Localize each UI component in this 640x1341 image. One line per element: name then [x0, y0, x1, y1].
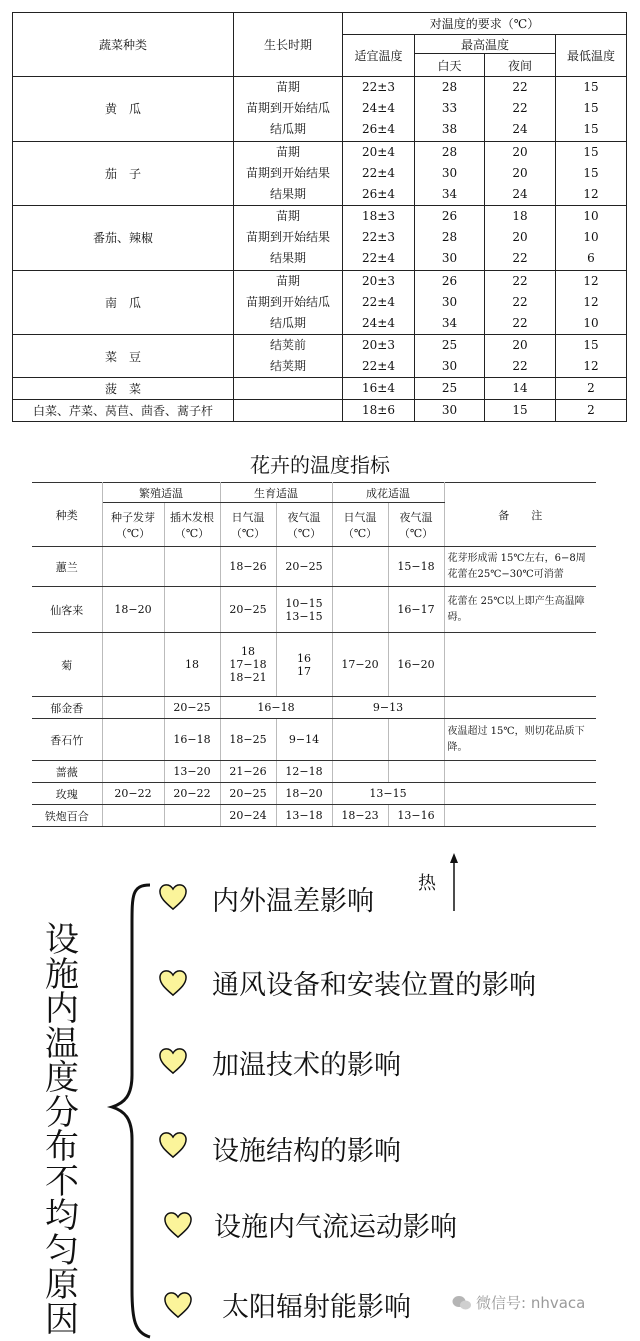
veg-period: [234, 378, 343, 400]
veg-max-night-line: 14: [512, 381, 528, 395]
flower-cutting: [164, 633, 220, 697]
diagram-title-char: 因: [45, 1299, 79, 1340]
veg-min-line: 15: [583, 122, 599, 137]
veg-max-day-line: 30: [441, 251, 458, 266]
flower-cutting-line: 13−20: [173, 765, 211, 778]
header-temp-requirement: 对温度的要求（℃）: [343, 13, 627, 35]
flower-note: 夜温超过 15℃，则切花品质下降。: [444, 719, 596, 761]
veg-period: [234, 141, 343, 206]
diagram-title-char: 温: [45, 1023, 79, 1064]
diagram-title-char: 均: [45, 1196, 79, 1236]
veg-suitable-line: 24±4: [362, 101, 395, 116]
veg-max-night-line: 20: [512, 230, 528, 245]
flower-flowering-night-line: 16−17: [397, 603, 435, 616]
veg-max-day-line: 25: [441, 338, 458, 352]
flower-growth-night-line: 20−25: [285, 560, 323, 573]
flower-flowering-night: [388, 587, 444, 633]
veg-suitable-line: 24±4: [362, 315, 395, 330]
flower-growth-night-line: 9−14: [288, 733, 320, 746]
flower-cutting: [164, 719, 220, 761]
veg-max-night-line: 20: [512, 165, 528, 180]
veg-period-line: 结瓜期: [269, 315, 306, 330]
flower-note: [444, 697, 596, 719]
veg-name: 南 瓜: [13, 270, 234, 335]
veg-suitable-line: 20±4: [362, 144, 395, 159]
flower-name: [32, 587, 102, 633]
veg-max-day-line: 26: [441, 209, 458, 224]
reason-2: 通风设备和安装位置的影响: [212, 970, 536, 1001]
flower-flowering-day: [332, 805, 388, 827]
flower-flowering: [332, 783, 444, 805]
veg-min-line: 10: [583, 315, 599, 330]
header-breeding: 繁殖适温: [102, 483, 220, 503]
flower-growth-day: [220, 587, 276, 633]
veg-period: [234, 335, 343, 378]
veg-suitable: [343, 141, 415, 206]
veg-period-line: 苗期: [275, 80, 300, 95]
veg-max-day-line: 34: [441, 186, 458, 201]
veg-period: [234, 206, 343, 271]
flower-row: [32, 805, 596, 827]
flower-growth-night-line: 10−15: [285, 596, 323, 610]
flower-cutting: [164, 783, 220, 805]
veg-row: [13, 270, 627, 335]
flower-growth-night: [276, 783, 332, 805]
diagram-title-char: 原: [45, 1265, 79, 1305]
flower-growth-day-line: 20−25: [229, 603, 267, 616]
veg-suitable-line: 16±4: [362, 381, 395, 395]
veg-period-line: [234, 378, 342, 399]
flower-cutting-line: 18: [185, 658, 199, 671]
veg-min-line: 6: [587, 251, 595, 266]
flower-row: [32, 783, 596, 805]
veg-suitable: [343, 77, 415, 142]
veg-period-line: 苗期到开始结瓜: [245, 294, 330, 309]
flower-growth-day-line: 20−25: [229, 787, 267, 800]
veg-max-day: [415, 270, 485, 335]
veg-min-line: 15: [583, 101, 599, 116]
veg-min: [556, 378, 627, 400]
veg-max-night-line: 22: [512, 294, 528, 309]
veg-period-line: 苗期到开始结果: [245, 230, 330, 245]
diagram-title-char: 内: [45, 989, 79, 1029]
flower-growth-night: [276, 761, 332, 783]
flower-cutting: [164, 587, 220, 633]
veg-suitable-line: 26±4: [362, 186, 395, 201]
veg-suitable-line: 22±4: [362, 359, 395, 373]
veg-min: [556, 335, 627, 378]
flower-flowering: [332, 697, 444, 719]
flower-name-line: 铁炮百合: [44, 809, 89, 823]
veg-period: [234, 77, 343, 142]
flower-growth-day: [220, 783, 276, 805]
flower-name: [32, 547, 102, 587]
flower-flowering-night: [388, 547, 444, 587]
veg-max-night: [485, 335, 556, 378]
veg-suitable-line: 22±4: [362, 165, 395, 180]
flower-seed: [102, 783, 164, 805]
veg-period-line: 结果期: [269, 186, 306, 201]
veg-suitable-line: 18±3: [362, 209, 395, 224]
flower-name: [32, 633, 102, 697]
flower-seed-line: 18−20: [114, 603, 152, 616]
veg-max-night: [485, 400, 556, 422]
flower-cutting-line: 20−22: [173, 787, 211, 800]
veg-suitable: [343, 400, 415, 422]
heart-icon: [158, 969, 188, 1001]
hot-label: 热: [418, 873, 436, 894]
veg-name: 白菜、芹菜、莴苣、茴香、蒿子杆: [13, 400, 234, 422]
veg-max-day: [415, 378, 485, 400]
veg-suitable: [343, 335, 415, 378]
flower-note: [444, 633, 596, 697]
flower-growth-night-line: 13−15: [285, 609, 323, 623]
flower-row: [32, 547, 596, 587]
flower-table-title: 花卉的温度指标: [250, 453, 390, 477]
flower-cutting: [164, 697, 220, 719]
veg-min: [556, 77, 627, 142]
flower-growth-day-line: 21−26: [229, 765, 267, 778]
veg-max-night-line: 15: [512, 403, 528, 417]
flower-growth-night: [276, 633, 332, 697]
flower-growth-day-line: 20−24: [229, 809, 267, 822]
veg-max-night-line: 20: [512, 338, 528, 352]
veg-period: [234, 400, 343, 422]
veg-min-line: 10: [583, 230, 599, 245]
flower-name-line: 蕙兰: [55, 560, 78, 574]
flower-temperature-table: [32, 482, 596, 827]
header-growth: 生育适温: [220, 483, 332, 503]
watermark-text: 微信号: nhvaca: [476, 1294, 586, 1312]
veg-max-night-line: 22: [512, 251, 528, 266]
flower-growth-night-line: 17: [297, 664, 311, 678]
veg-max-night: [485, 77, 556, 142]
veg-period-line: 结果期: [269, 251, 306, 266]
temperature-distribution-diagram: [0, 845, 640, 1341]
flower-cutting-line: 20−25: [173, 701, 211, 714]
veg-period-line: [234, 400, 342, 421]
flower-cutting: [164, 805, 220, 827]
flower-growth-night-line: 13−18: [285, 809, 323, 822]
veg-suitable: [343, 270, 415, 335]
flower-flowering-day-line: 17−20: [341, 658, 379, 671]
veg-min-line: 10: [583, 209, 599, 224]
flower-flowering-day: [332, 587, 388, 633]
veg-period-line: 苗期: [275, 209, 300, 224]
veg-max-day-line: 30: [441, 294, 458, 309]
flower-name-line: 菊: [61, 658, 73, 672]
veg-max-night-line: 24: [512, 186, 528, 201]
veg-max-day-line: 26: [441, 273, 458, 288]
heart-icon: [158, 1131, 188, 1163]
veg-min: [556, 206, 627, 271]
veg-max-day-line: 28: [441, 144, 458, 159]
flower-name-line: 香石竹: [50, 733, 84, 747]
veg-max-day-line: 30: [441, 403, 458, 417]
veg-max-night-line: 18: [512, 209, 528, 224]
flower-growth-line: 16−18: [257, 701, 295, 714]
header-species: 种类: [32, 483, 102, 547]
veg-name: 黄 瓜: [13, 77, 234, 142]
veg-max-night-line: 24: [512, 122, 528, 137]
veg-row: [13, 400, 627, 422]
reason-4: 设施结构的影响: [212, 1136, 401, 1167]
veg-min-line: 12: [583, 359, 599, 373]
flower-flowering-line: 9−13: [372, 701, 404, 714]
flower-row: [32, 719, 596, 761]
header-flowering-day: 日气温 （℃）: [332, 503, 388, 547]
veg-max-day: [415, 400, 485, 422]
veg-min-line: 12: [583, 294, 599, 309]
diagram-title-char: 设: [45, 920, 79, 960]
flower-row: [32, 633, 596, 697]
veg-max-night: [485, 270, 556, 335]
flower-seed-line: 20−22: [114, 787, 152, 800]
veg-row: [13, 378, 627, 400]
veg-suitable-line: 22±4: [362, 251, 395, 266]
flower-flowering-night: [388, 805, 444, 827]
header-period: 生长时期: [234, 13, 343, 77]
flower-growth-night: [276, 587, 332, 633]
flower-cutting: [164, 761, 220, 783]
header-night: 夜间: [485, 54, 556, 77]
veg-max-day-line: 30: [441, 359, 458, 373]
flower-growth-night-line: 12−18: [285, 765, 323, 778]
reason-1: 内外温差影响: [212, 886, 374, 917]
flower-note: [444, 783, 596, 805]
veg-suitable-line: 22±3: [362, 80, 395, 95]
veg-max-night: [485, 141, 556, 206]
flower-growth-night: [276, 805, 332, 827]
veg-max-day-line: 28: [441, 230, 458, 245]
diagram-title-char: 匀: [45, 1230, 79, 1271]
veg-row: [13, 335, 627, 378]
veg-min: [556, 141, 627, 206]
diagram-title-char: 分: [45, 1092, 79, 1133]
veg-row: [13, 77, 627, 142]
reason-3: 加温技术的影响: [212, 1050, 401, 1081]
flower-growth-day: [220, 633, 276, 697]
header-day: 白天: [415, 54, 485, 77]
header-suitable: 适宜温度: [343, 35, 415, 77]
flower-growth-day: [220, 547, 276, 587]
reason-5: 设施内气流运动影响: [214, 1212, 457, 1243]
wechat-watermark: [452, 1292, 585, 1313]
diagram-title-char: 度: [45, 1058, 79, 1098]
flower-cutting: [164, 547, 220, 587]
flower-note: [444, 805, 596, 827]
veg-period-line: 结荚期: [269, 359, 306, 373]
flower-growth-night: [276, 719, 332, 761]
veg-period-line: 结瓜期: [269, 122, 306, 137]
veg-name: 番茄、辣椒: [13, 206, 234, 271]
veg-period-line: 苗期: [275, 273, 300, 288]
flower-seed: [102, 697, 164, 719]
veg-min-line: 2: [587, 403, 595, 417]
vegetable-temperature-table: [12, 12, 627, 422]
veg-max-night-line: 22: [512, 101, 528, 116]
flower-flowering-night-line: 15−18: [397, 560, 435, 573]
heart-icon: [158, 883, 188, 915]
veg-suitable-line: 20±3: [362, 338, 395, 352]
flower-name: [32, 761, 102, 783]
flower-flowering-night: [388, 761, 444, 783]
heart-icon: [163, 1211, 193, 1243]
veg-min-line: 15: [583, 80, 599, 95]
flower-name-line: 玫瑰: [55, 787, 78, 801]
flower-seed: [102, 761, 164, 783]
veg-suitable: [343, 378, 415, 400]
header-growth-night: 夜气温 （℃）: [276, 503, 332, 547]
heart-icon: [158, 1047, 188, 1079]
veg-max-day-line: 30: [441, 165, 458, 180]
diagram-title-char: 施: [45, 954, 79, 995]
flower-flowering-night-line: 13−16: [397, 809, 435, 822]
veg-suitable-line: 22±4: [362, 294, 395, 309]
flower-name-line: 蔷薇: [55, 765, 78, 779]
heart-icon: [163, 1291, 193, 1323]
flower-growth-day-line: 18−25: [229, 733, 267, 746]
veg-max-night-line: 22: [512, 359, 528, 373]
flower-flowering-night: [388, 719, 444, 761]
flower-flowering-night-line: 16−20: [397, 658, 435, 671]
veg-max-day-line: 34: [441, 315, 458, 330]
veg-max-night-line: 20: [512, 144, 528, 159]
flower-name-line: 郁金香: [50, 701, 84, 715]
header-min: 最低温度: [556, 35, 627, 77]
flower-seed: [102, 633, 164, 697]
flower-cutting-line: 16−18: [173, 733, 211, 746]
header-flowering: 成花适温: [332, 483, 444, 503]
flower-note: 花芽形成需 15℃左右，6−8周花蕾在25℃−30℃可消蕾: [444, 547, 596, 587]
veg-name: 菜 豆: [13, 335, 234, 378]
flower-flowering-day-line: 18−23: [341, 809, 379, 822]
header-vegetable: 蔬菜种类: [13, 13, 234, 77]
up-arrow-icon: [450, 853, 458, 911]
flower-flowering-day: [332, 761, 388, 783]
flower-name: [32, 805, 102, 827]
flower-growth-day: [220, 719, 276, 761]
flower-note: 花蕾在 25℃以上即产生高温障碍。: [444, 587, 596, 633]
veg-max-day: [415, 77, 485, 142]
veg-suitable-line: 20±3: [362, 273, 395, 288]
veg-max-day-line: 38: [441, 122, 458, 137]
veg-period-line: 苗期: [275, 144, 300, 159]
flower-flowering-day: [332, 719, 388, 761]
brace-and-arrow: [0, 845, 640, 1341]
veg-max-day-line: 28: [441, 80, 458, 95]
veg-name: 茄 子: [13, 141, 234, 206]
veg-suitable: [343, 206, 415, 271]
veg-row: [13, 206, 627, 271]
veg-min-line: 15: [583, 338, 599, 352]
veg-max-night-line: 22: [512, 315, 528, 330]
reason-6: 太阳辐射能影响: [222, 1292, 411, 1323]
veg-row: [13, 141, 627, 206]
veg-period: [234, 270, 343, 335]
flower-growth-night: [276, 547, 332, 587]
diagram-title-char: 布: [45, 1127, 79, 1167]
veg-min: [556, 270, 627, 335]
veg-max-day-line: 25: [441, 381, 458, 395]
flower-growth-night-line: 16: [297, 651, 311, 665]
flower-name-line: 仙客来: [50, 603, 84, 617]
flower-growth: [220, 697, 332, 719]
header-max: 最高温度: [415, 35, 556, 54]
flower-flowering-night: [388, 633, 444, 697]
flower-seed: [102, 805, 164, 827]
flower-flowering-line: 13−15: [369, 787, 407, 800]
veg-max-day: [415, 206, 485, 271]
flower-growth-day-line: 18−21: [229, 671, 267, 684]
flower-growth-day-line: 17−18: [229, 658, 267, 671]
flower-seed: [102, 719, 164, 761]
flower-row: [32, 587, 596, 633]
veg-min-line: 12: [583, 273, 599, 288]
flower-growth-night-line: 18−20: [285, 787, 323, 800]
veg-min: [556, 400, 627, 422]
veg-suitable-line: 18±6: [362, 403, 395, 417]
flower-name: [32, 783, 102, 805]
veg-max-day: [415, 335, 485, 378]
veg-max-day: [415, 141, 485, 206]
header-growth-day: 日气温 （℃）: [220, 503, 276, 547]
wechat-icon: [452, 1295, 472, 1311]
flower-seed: [102, 587, 164, 633]
veg-min-line: 15: [583, 144, 599, 159]
diagram-title-char: 不: [45, 1161, 79, 1202]
flower-note: [444, 761, 596, 783]
veg-max-day-line: 33: [441, 101, 458, 116]
flower-seed: [102, 547, 164, 587]
veg-min-line: 2: [587, 381, 595, 395]
header-flowering-night: 夜气温 （℃）: [388, 503, 444, 547]
veg-suitable-line: 26±4: [362, 122, 395, 137]
flower-flowering-day: [332, 547, 388, 587]
header-cutting: 插木发根 （℃）: [164, 503, 220, 547]
flower-growth-day: [220, 805, 276, 827]
veg-max-night: [485, 206, 556, 271]
flower-name: [32, 697, 102, 719]
flower-row: [32, 697, 596, 719]
veg-max-night: [485, 378, 556, 400]
curly-brace: [112, 885, 150, 1337]
flower-growth-day: [220, 761, 276, 783]
veg-max-night-line: 22: [512, 273, 528, 288]
veg-min-line: 15: [583, 165, 599, 180]
veg-period-line: 结荚前: [269, 338, 306, 352]
veg-max-night-line: 22: [512, 80, 528, 95]
flower-row: [32, 761, 596, 783]
flower-growth-day-line: 18: [241, 645, 255, 658]
veg-min-line: 12: [583, 186, 599, 201]
veg-suitable-line: 22±3: [362, 230, 395, 245]
flower-growth-day-line: 18−26: [229, 560, 267, 573]
veg-period-line: 苗期到开始结果: [245, 165, 330, 180]
veg-period-line: 苗期到开始结瓜: [245, 101, 330, 116]
header-remarks: 备 注: [444, 483, 596, 547]
veg-name: 菠 菜: [13, 378, 234, 400]
flower-flowering-day: [332, 633, 388, 697]
flower-name: [32, 719, 102, 761]
header-seed: 种子发芽 （℃）: [102, 503, 164, 547]
